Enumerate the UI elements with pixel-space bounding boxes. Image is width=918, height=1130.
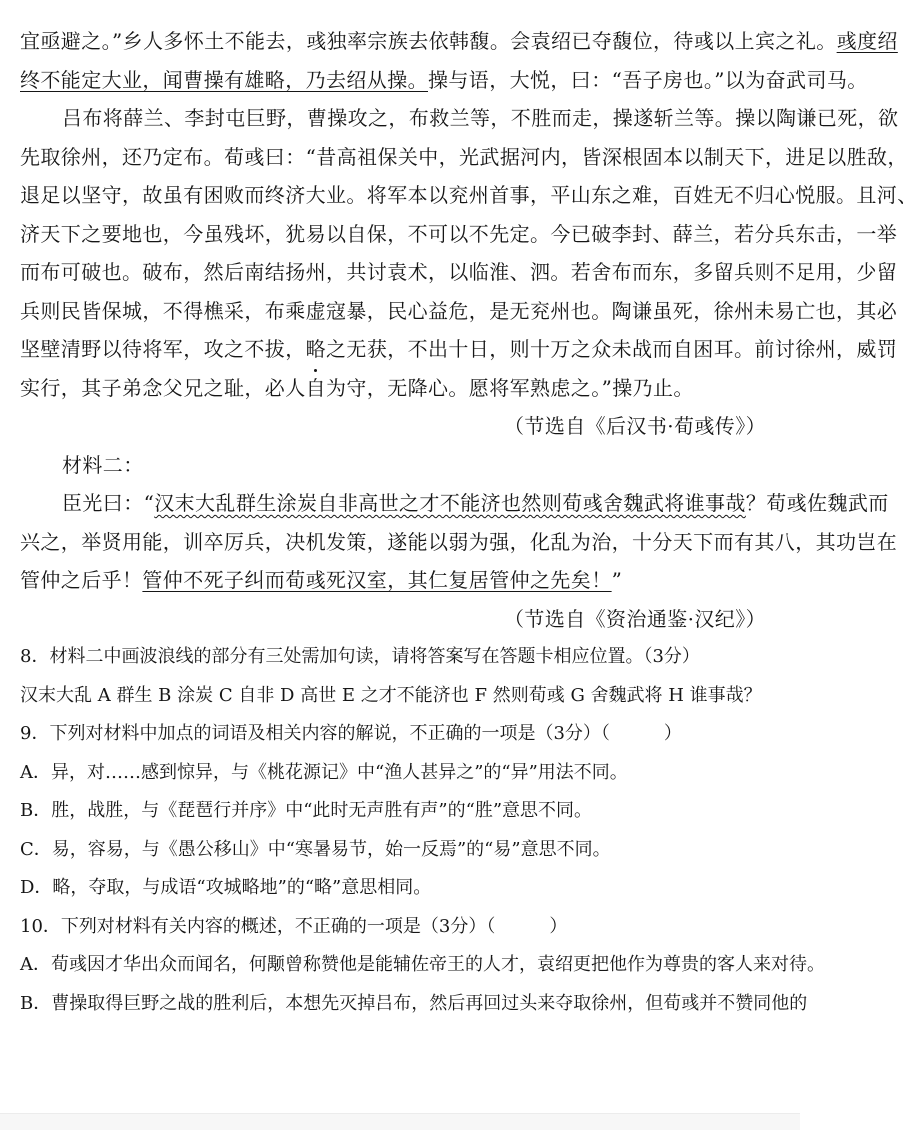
question-9-option-c: C．易，容易，与《愚公移山》中“寒暑易节，始一反焉”的“易”意思不同。: [20, 838, 611, 860]
wavy-underlined-text: 汉末大乱群生涂炭自非高世之才不能济也然则荀彧舍魏武将谁事哉: [154, 491, 746, 515]
question-8-prompt: 8．材料二中画波浪线的部分有三处需加句读，请将答案写在答题卡相应位置。（3分）: [20, 646, 700, 667]
underlined-sentence: 管仲不死子纠而荀彧死汉室，其仁复居管仲之先矣！: [142, 568, 612, 592]
passage-line: 先取徐州，还乃定布。荀彧曰：“昔高祖保关中，光武据河内，皆深根固本以制天下，进足以胜敌，: [20, 144, 908, 169]
question-9-option-a: A．异，对……感到惊异，与《桃花源记》中“渔人甚异之”的“异”用法不同。: [20, 761, 628, 783]
passage-line: 吕布将薛兰、李封屯巨野，曹操攻之，布救兰等，不胜而走，操遂斩兰等。操以陶谦已死，欲: [62, 106, 899, 130]
underlined-sentence: 彧度绍: [836, 29, 898, 53]
passage-line: 宜亟避之。”乡人多怀土不能去，彧独率宗族去依韩馥。会袁绍已夺馥位，待彧以上宾之礼。彧度绍: [20, 29, 898, 53]
passage-line: 兵则民皆保城，不得樵采，布乘虚寇暴，民心益危，是无兖州也。陶谦虽死，徐州未易亡也，其必: [20, 298, 898, 323]
underlined-sentence: 终不能定大业，闻曹操有雄略，乃去绍从操。: [20, 67, 428, 92]
page-bottom-strip: [0, 1113, 800, 1130]
passage-line: 兴之，举贤用能，训卒厉兵，决机发策，遂能以弱为强，化乱为治，十分天下而有其八，其功岂在: [20, 529, 898, 554]
source-citation: （节选自《后汉书·荀彧传》）: [504, 414, 766, 438]
question-9-option-b: B．胜，战胜，与《琵琶行并序》中“此时无声胜有声”的“胜”意思不同。: [20, 800, 593, 821]
question-10-option-a: A．荀彧因才华出众而闻名，何颙曾称赞他是能辅佐帝王的人才，袁绍更把他作为尊贵的客人来对待。: [20, 954, 825, 975]
passage-line: 坚壁清野以待将军，攻之不拔，略之无获，不出十日，则十万之众未战而自困耳。前讨徐州，威罚: [20, 330, 780, 369]
question-10-option-b: B．曹操取得巨野之战的胜利后，本想先灭掉吕布，然后再回过头来夺取徐州，但荀彧并不赞同他的: [20, 992, 808, 1014]
question-8-options: 汉末大乱 A 群生 B 涂炭 C 自非 D 高世 E 之才不能济也 F 然则荀彧 G 舍魏武将 H 谁事哉？: [20, 684, 762, 706]
question-9-prompt: 9．下列对材料中加点的词语及相关内容的解说，不正确的一项是（3分）（ ）: [20, 723, 682, 744]
passage-line: 而布可破也。破布，然后南结扬州，共讨袁术，以临淮、泗。若舍布而东，多留兵则不足用，少留: [20, 260, 898, 284]
passage-line: 退足以坚守，故虽有困败而终济大业。将军本以兖州首事，平山东之难，百姓无不归心悦服。且河、: [20, 183, 918, 207]
passage-line: 管仲之后乎！管仲不死子纠而荀彧死汉室，其仁复居管仲之先矣！”: [20, 568, 623, 592]
question-9-option-d: D．略，夺取，与成语“攻城略地”的“略”意思相同。: [20, 877, 432, 898]
passage-line: 终不能定大业，闻曹操有雄略，乃去绍从操。操与语，大悦，曰：“吾子房也。”以为奋武司马。: [20, 67, 868, 92]
dotted-word: 略: [306, 330, 326, 369]
passage-line: 实行，其子弟念父兄之耻，必人自为守，无降心。愿将军熟虑之。”操乃止。: [20, 375, 694, 400]
passage-line: 济天下之要地也，今虽残坏，犹易以自保，不可以不先定。今已破李封、薛兰，若分兵东击，一举: [20, 221, 898, 246]
question-10-prompt: 10．下列对材料有关内容的概述，不正确的一项是（3分）（ ）: [20, 915, 568, 937]
source-citation: （节选自《资治通鉴·汉纪》）: [504, 606, 766, 631]
passage-line: 臣光曰：“汉末大乱群生涂炭自非高世之才不能济也然则荀彧舍魏武将谁事哉？荀彧佐魏武而: [62, 491, 889, 515]
material-heading: 材料二：: [62, 452, 144, 477]
